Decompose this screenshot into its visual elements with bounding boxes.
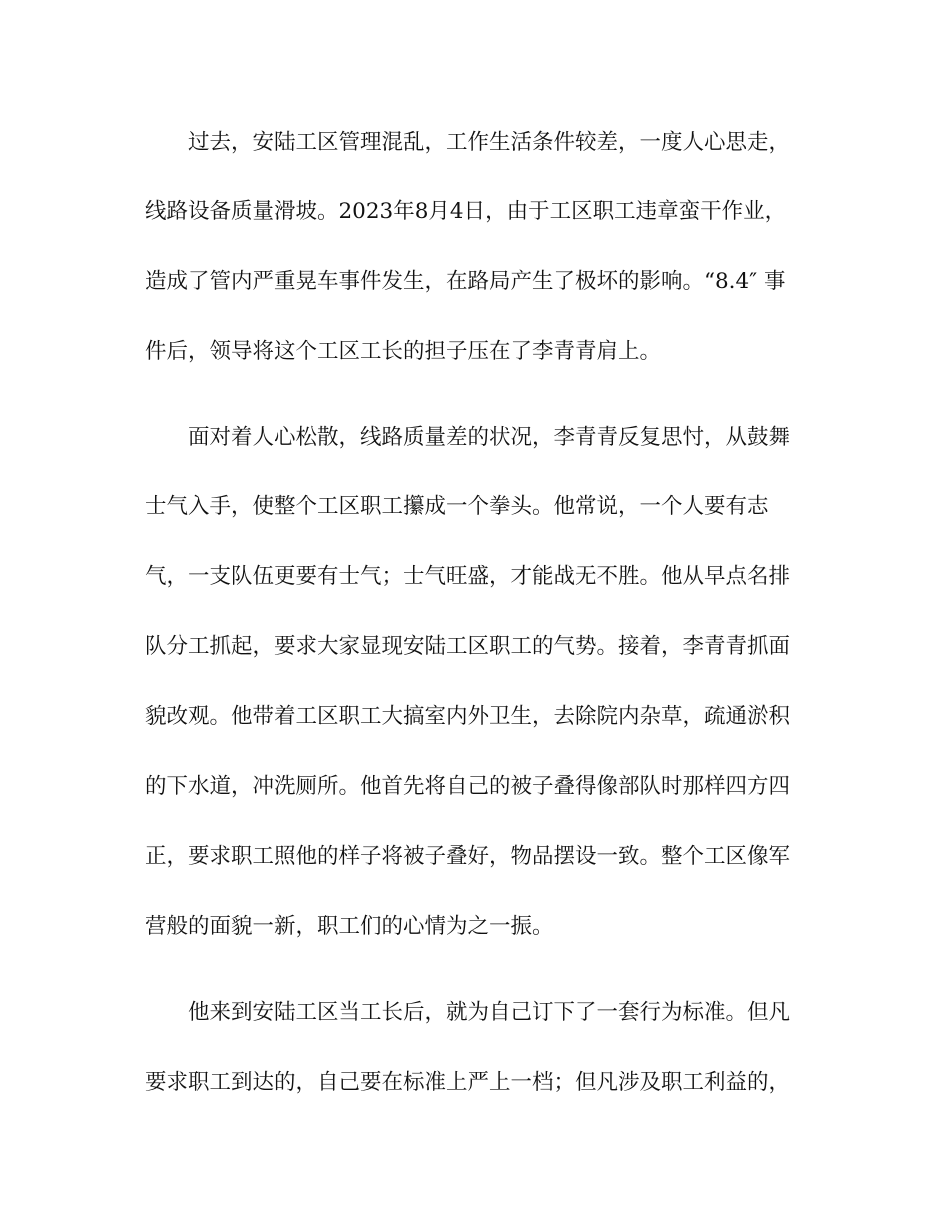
paragraph-3-line-2: 要求职工到达的，自己要在标准上严上一档；但凡涉及职工利益的， bbox=[145, 1070, 791, 1095]
paragraph-3-line-1: 他来到安陆工区当工长后，就为自己订下了一套行为标准。但凡 bbox=[188, 1000, 791, 1025]
paragraph-2-line-7: 正，要求职工照他的样子将被子叠好，物品摆设一致。整个工区像军 bbox=[145, 844, 791, 869]
paragraph-2-line-4: 队分工抓起，要求大家显现安陆工区职工的气势。接着，李青青抓面 bbox=[145, 634, 791, 659]
paragraph-2-line-3: 气，一支队伍更要有士气；士气旺盛，才能战无不胜。他从早点名排 bbox=[145, 564, 791, 589]
paragraph-1-line-4: 件后，领导将这个工区工长的担子压在了李青青肩上。 bbox=[145, 339, 662, 364]
paragraph-1-line-3: 造成了管内严重晃车事件发生，在路局产生了极坏的影响。“8.4″ 事 bbox=[145, 269, 786, 294]
paragraph-2-line-5: 貌改观。他带着工区职工大搞室内外卫生，去除院内杂草，疏通淤积 bbox=[145, 704, 791, 729]
paragraph-2-line-2: 士气入手，使整个工区职工攥成一个拳头。他常说，一个人要有志 bbox=[145, 494, 769, 519]
paragraph-2-line-1: 面对着人心松散，线路质量差的状况，李青青反复思忖，从鼓舞 bbox=[188, 425, 791, 450]
paragraph-2-line-6: 的下水道，冲洗厕所。他首先将自己的被子叠得像部队时那样四方四 bbox=[145, 774, 791, 799]
paragraph-1-line-1: 过去，安陆工区管理混乱，工作生活条件较差，一度人心思走， bbox=[188, 130, 791, 155]
paragraph-2-line-8: 营般的面貌一新，职工们的心情为之一振。 bbox=[145, 914, 554, 939]
paragraph-1-line-2: 线路设备质量滑坡。2023年8月4日，由于工区职工违章蛮干作业， bbox=[145, 199, 787, 224]
